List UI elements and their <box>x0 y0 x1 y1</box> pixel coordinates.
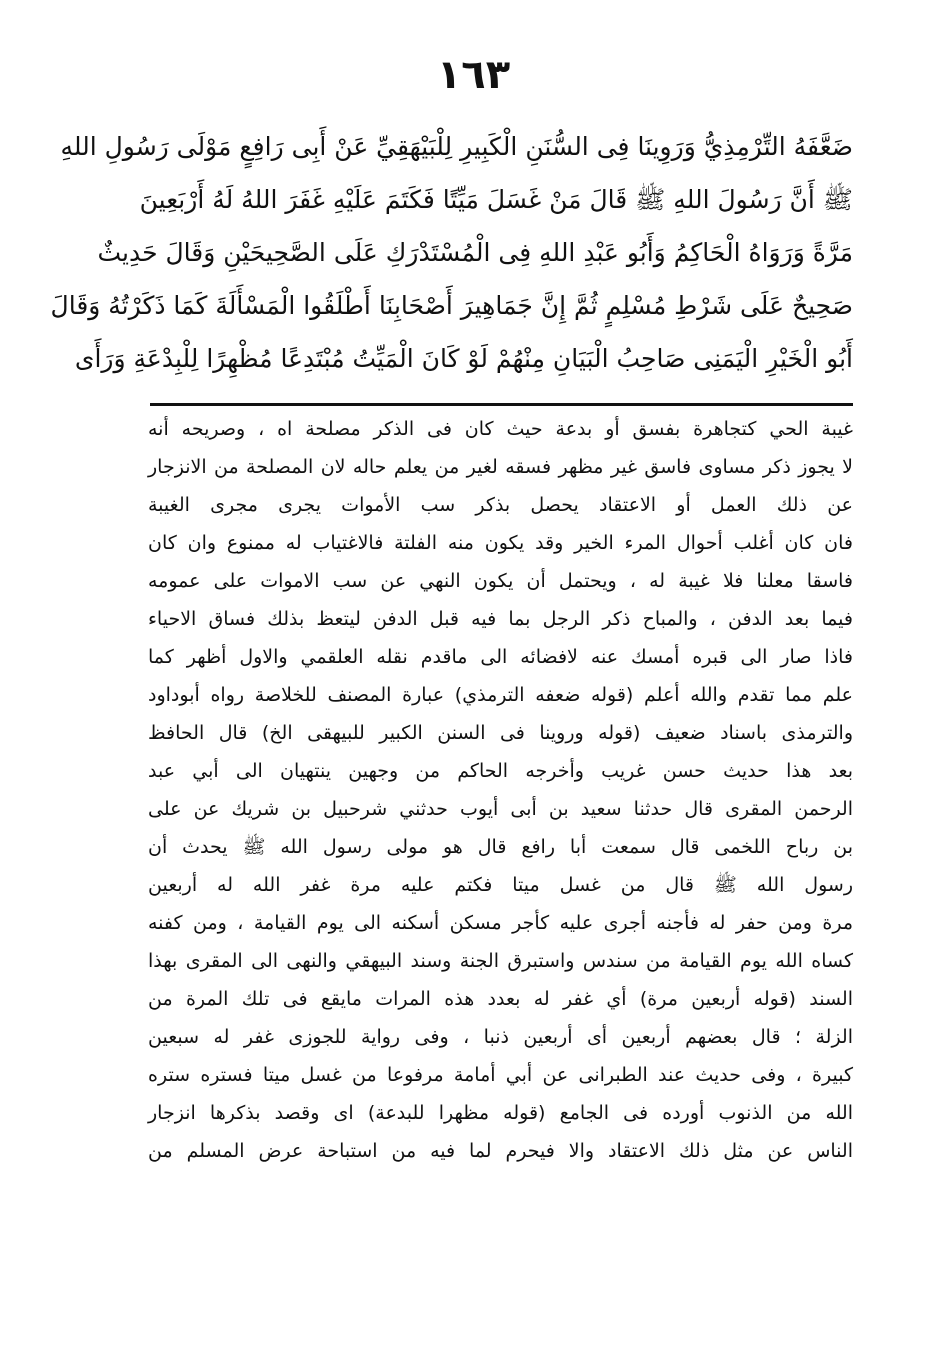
commentary-line: السند (قوله أربعين مرة) أي غفر له بعدد هذه المرات مايقع فى تلك المرة من <box>148 988 853 1010</box>
main-text-line: ﷺ أَنَّ رَسُولَ اللهِ ﷺ قَالَ مَنْ غَسَلَ مَيِّتًا فَكَتَمَ عَلَيْهِ غَفَرَ اللهُ لَهُ أَرْبَعِينَ <box>139 185 853 214</box>
commentary-line: والترمذى باسناد ضعيف (قوله وروينا فى السنن الكبير للبيهقى الخ) قال الحافظ <box>148 722 853 744</box>
commentary-line: لا يجوز ذكر مساوى فاسق غير مظهر فسقه لغير من يعلم حاله لان المصلحة من الانزجار <box>148 456 853 478</box>
main-text-line: ضَعَّفَهُ التِّرْمِذِيُّ وَرَوِينَا فِى السُّنَنِ الْكَبِيرِ لِلْبَيْهَقِيِّ عَنْ أَبِى رَافِعٍ مَوْلَى رَسُولِ اللهِ <box>60 132 853 161</box>
main-text-line: صَحِيحٌ عَلَى شَرْطِ مُسْلِمٍ ثُمَّ إِنَّ جَمَاهِيرَ أَصْحَابِنَا أَطْلَقُوا الْمَسْأَلَةَ كَمَا ذَكَرْتُهُ وَقَالَ <box>50 291 853 320</box>
commentary-line: الرحمن المقرى قال حدثنا سعيد بن أبى أيوب حدثني شرحبيل بن شريك عن على <box>148 798 853 820</box>
commentary-line: رسول الله ﷺ قال من غسل ميتا فكتم عليه مرة غفر الله له أربعين <box>148 874 853 896</box>
page-number: ١٦٣ <box>436 52 511 98</box>
commentary-line: الله من الذنوب أورده فى الجامع (قوله مظهرا للبدعة) اى وقصد بذكرها انزجار <box>148 1102 853 1124</box>
main-text-line: مَرَّةً وَرَوَاهُ الْحَاكِمُ وَأَبُو عَبْدِ اللهِ فِى الْمُسْتَدْرَكِ عَلَى الصَّحِيحَيْنِ وَقَالَ حَدِيثٌ <box>97 238 853 267</box>
main-text-line: أَبُو الْخَيْرِ الْيَمَنِى صَاحِبُ الْبَيَانِ مِنْهُمْ لَوْ كَانَ الْمَيِّتُ مُبْتَدِعًا مُظْهِرًا لِلْبِدْعَةِ وَرَأَى <box>74 344 853 373</box>
commentary-line: غيبة الحي كتجاهرة بفسق أو بدعة حيث كان فى الذكر مصلحة اه ، وصريحه أنه <box>148 418 853 440</box>
commentary-line: كبيرة ، وفى حديث عند الطبرانى عن أبي أمامة مرفوعا من غسل ميتا فستره ستره <box>148 1064 853 1086</box>
commentary-line: فيما بعد الدفن ، والمباح ذكر الرجل بما فيه قبل الدفن ليتعظ بذلك فساق الاحياء <box>148 608 853 630</box>
commentary-line: فان كان أغلب أحوال المرء الخير وقد يكون منه الفلتة فالاغتياب له ممنوع وان كان <box>148 532 853 554</box>
commentary-line: بعد هذا حديث حسن غريب وأخرجه الحاكم من وجهين ينتهيان الى أبي عبد <box>148 760 853 782</box>
commentary-line: الزلة ؛ قال بعضهم أربعين أى أربعين ذنبا ، وفى رواية للجوزى غفر له سبعين <box>148 1026 853 1048</box>
commentary-line: كساه الله يوم القيامة من سندس واستبرق الجنة وسند البيهقي والنهى الى المقرى بهذا <box>148 950 853 972</box>
commentary-line: علم مما تقدم والله أعلم (قوله ضعفه الترمذي) عبارة المصنف للخلاصة رواه أبوداود <box>148 684 853 706</box>
commentary-line: الناس عن مثل ذلك الاعتقاد والا فيحرم لما فيه من استباحة عرض المسلم من <box>148 1140 853 1162</box>
commentary-block <box>148 410 853 1170</box>
commentary-line: عن ذلك العمل أو الاعتقاد يحصل بذكر سب الأموات يجرى مجرى الغيبة <box>148 494 853 516</box>
commentary-line: بن رباح اللخمى قال سمعت أبا رافع قال هو مولى رسول الله ﷺ يحدث أن <box>148 836 853 858</box>
commentary-line: فاذا صار الى قبره أمسك عنه لافضائه الى ماقدم نقله العلقمي والاول أظهر كما <box>148 646 853 668</box>
commentary-line: فاسقا معلنا فلا غيبة له ، ويحتمل أن يكون النهي عن سب الاموات على عمومه <box>148 570 853 592</box>
commentary-line: مرة ومن حفر له فأجنه أجرى عليه كأجر مسكن أسكنه الى يوم القيامة ، ومن كفنه <box>148 912 853 934</box>
separator-rule <box>150 403 853 406</box>
main-text-block <box>50 120 853 385</box>
